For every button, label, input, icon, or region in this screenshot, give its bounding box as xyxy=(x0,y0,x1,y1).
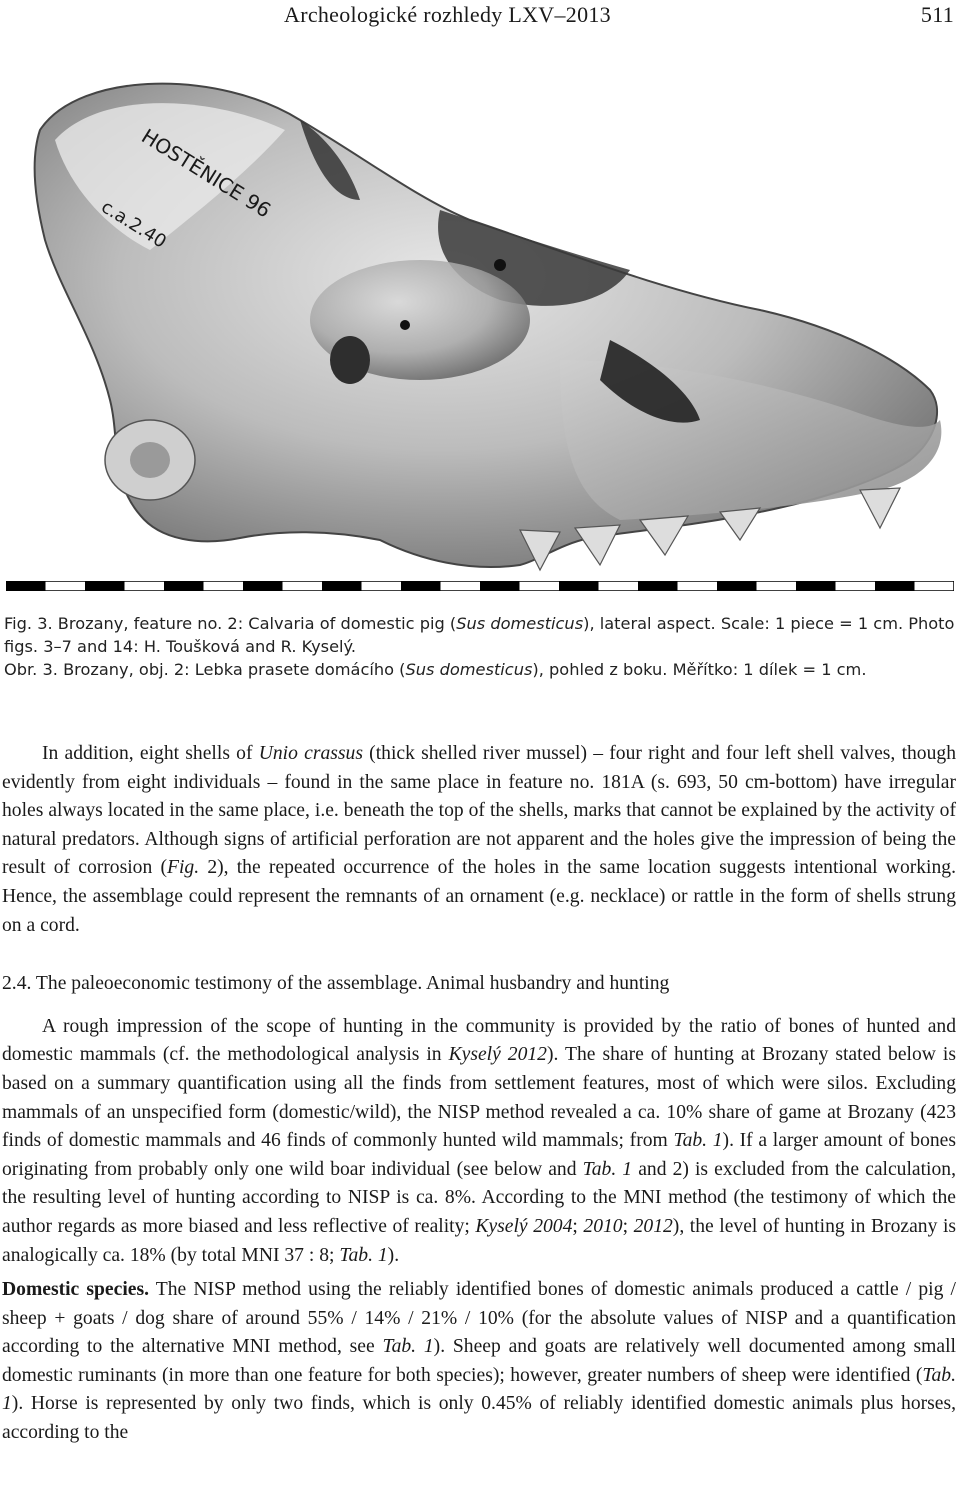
scale-bar xyxy=(6,578,954,588)
scale-segment xyxy=(559,581,599,591)
caption-czech: Obr. 3. Brozany, obj. 2: Lebka prasete domácího (Sus domesticus), pohled z boku. Měřítko: 1 dílek = 1 cm. xyxy=(4,660,867,679)
scale-segment xyxy=(6,581,46,591)
scale-segment xyxy=(243,581,283,591)
section-heading: 2.4. The paleoeconomic testimony of the assemblage. Animal husbandry and hunting xyxy=(2,973,670,995)
svg-text:c.a.2.40: c.a.2.40 xyxy=(97,196,170,253)
scale-segment xyxy=(717,581,757,591)
scale-segment xyxy=(401,581,441,591)
paragraph-hunting: A rough impression of the scope of hunting in the community is provided by the ratio of bones of hunted and domestic mammals (cf. the methodological analysis in Kyselý 2012). The share of hunting at Brozany stated below is based on a summary quantification using all the finds from settlement features, most of which were silos. Excluding mammals of an unspecified form (domestic/wild), the NISP method revealed a ca. 10% share of game at Brozany (423 finds of domestic mammals and 46 finds of commonly hunted wild mammals; from Tab. 1). If a larger amount of bones originating from probably only one wild boar individual (see below and Tab. 1 and 2) is excluded from the calculation, the resulting level of hunting according to NISP is ca. 8%. According to the MNI method (the testimony of which the author regards as more biased and less reflective of reality; Kyselý 2004; 2010; 2012), the level of hunting in Brozany is analogically ca. 18% (by total MNI 37 : 8; Tab. 1). xyxy=(2,1015,957,1266)
scale-segment xyxy=(875,581,915,591)
scale-segment xyxy=(796,581,836,591)
skull-illustration xyxy=(0,60,960,600)
article-body xyxy=(2,740,956,1448)
figure-caption xyxy=(4,612,956,681)
scale-segment xyxy=(85,581,125,591)
caption-english: Fig. 3. Brozany, feature no. 2: Calvaria of domestic pig (Sus domesticus), lateral aspect. Scale: 1 piece = 1 cm. Photo figs. 3–7 and 14: H. Toušková and R. Kyselý. xyxy=(4,614,955,656)
figure-pig-skull-photo xyxy=(0,60,960,600)
running-head xyxy=(0,2,960,30)
scale-segment xyxy=(322,581,362,591)
paragraph-domestic-species: Domestic species. The NISP method using the reliably identified bones of domestic animals produced a cattle / pig / sheep + goats / dog share of around 55% / 14% / 21% / 10% (for the absolute values of NISP and a quantification according to the alternative MNI method, see Tab. 1). Sheep and goats are relatively well documented among small domestic ruminants (in more than one feature for both species); however, greater numbers of sheep were identified (Tab. 1). Horse is represented by only two finds, which is only 0.45% of reliably identified domestic animals plus horses, according to the xyxy=(2,1279,956,1444)
page-number: 511 xyxy=(920,2,954,27)
journal-title: Archeologické rozhledy LXV–2013 xyxy=(284,2,611,27)
paragraph-unio-shells: In addition, eight shells of Unio crassus (thick shelled river mussel) – four right and four left shell valves, though evidently from eight individuals – found in the same place in feature no. 181A (s. 693, 50 cm-bottom) have irregular holes always located in the same place, i.e. beneath the top of the shells, marks that cannot be explained by the activity of natural predators. Although signs of artificial perforation are not apparent and the holes give the impression of being the result of corrosion (Fig. 2), the repeated occurrence of the holes in the same location suggests intentional working. Hence, the assemblage could represent the remnants of an ornament (e.g. necklace) or rattle in the form of shells strung on a cord. xyxy=(2,743,956,936)
scale-segment xyxy=(164,581,204,591)
scale-segment xyxy=(638,581,678,591)
skull-marking: HOSTĚNICE 96 xyxy=(137,123,276,223)
scale-segment xyxy=(480,581,520,591)
